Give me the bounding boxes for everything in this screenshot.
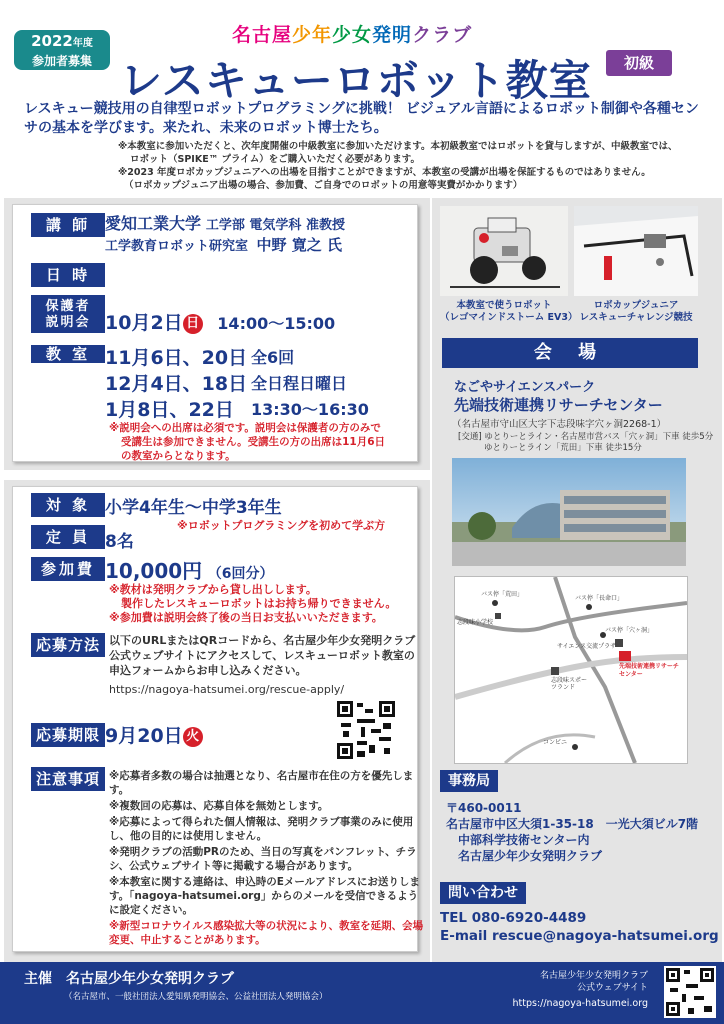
header-note: （ロボカップジュニア出場の場合、参加費、ご自身でのロボットの用意等実費がかかります） <box>124 180 523 191</box>
map-shinshidami: 志段味小学校 <box>457 619 494 626</box>
competition-photo <box>574 206 698 296</box>
header-note: ロボット（SPIKE™ プライム）をご購入いただく必要があります。 <box>130 154 420 165</box>
badge-year: 2022 <box>31 32 73 50</box>
caution-item: ※複数回の応募は、応募自体を無効とします。 <box>109 800 329 812</box>
site-qr-code[interactable] <box>664 966 716 1018</box>
class-time: 13:30〜16:30 <box>251 400 369 419</box>
robot-caption: 本教室で使うロボット （レゴマインドストーム EV3） <box>440 300 578 323</box>
map-sports-land: 志段味スポーツランド <box>551 677 588 691</box>
club-name: 名古屋少年少女発明クラブ <box>232 24 473 46</box>
capacity-value: 8名 <box>105 532 134 552</box>
recruitment-badge <box>14 30 110 70</box>
target-label: 対 象 <box>31 493 105 517</box>
class-line-2: 12月4日、18日 <box>105 373 248 395</box>
lecturer-org: 愛知工業大学 <box>105 214 202 233</box>
class-note: ※説明会への出席は必須です。説明会は保護者の方のみで 受講生は参加できません。受講生の方の出席は11月6日 の教室からとなります。 <box>109 422 386 462</box>
badge-recruit: 参加者募集 <box>31 54 92 68</box>
fee-value: 10,000円 <box>105 559 203 583</box>
caution-item: ※応募者多数の場合は抽選となり、名古屋市在住の方を優先します。 <box>109 770 414 796</box>
class-line-3: 1月8日、22日 <box>105 399 234 421</box>
lecturer-lab: 工学教育ロボット研究室 <box>105 239 249 254</box>
caution-item: ※新型コロナウイルス感染拡大等の状況により、教室を延期、会場変更、中止することがあります。 <box>109 920 424 946</box>
details-panel <box>12 486 424 952</box>
lecturer-label: 講 師 <box>31 213 105 237</box>
contact-email[interactable]: E-mail rescue@nagoya-hatsumei.org <box>440 928 719 944</box>
host-label: 主催 <box>24 971 52 987</box>
deadline-date: 9月20日 <box>105 725 183 747</box>
competition-caption: ロボカップジュニア レスキューチャレンジ競技 <box>579 300 693 323</box>
venue-sub: なごやサイエンスパーク <box>454 380 596 395</box>
apply-text: 以下のURLまたはQRコードから、名古屋少年少女発明クラブ 公式ウェブサイトにアクセスして、レスキューロボット教室の 申込フォームからお申し込みください。 <box>109 634 416 677</box>
class-days: 全日程日曜日 <box>251 374 348 393</box>
map-convenience: コンビニ <box>543 739 568 746</box>
contact-tel[interactable]: TEL 080-6920-4489 <box>440 910 587 926</box>
footer <box>0 962 724 1024</box>
briefing-time: 14:00〜15:00 <box>217 314 336 333</box>
robot-photo <box>440 206 568 296</box>
datetime-label: 日 時 <box>31 263 105 287</box>
deadline-dow: 火 <box>183 727 203 747</box>
briefing-dow: 日 <box>183 314 203 334</box>
venue-access: [交通] ゆとりーとライン・名古屋市営バス「穴ヶ洞」下車 徒歩5分 ゆとりーとライン「荒田」下車 徒歩15分 <box>458 432 714 453</box>
map-science-plaza: サイエンス交流プラザ <box>557 643 617 650</box>
class-line-1: 11月6日、20日 <box>105 347 248 369</box>
map-bus-tomo: バス停「長命口」 <box>575 595 624 602</box>
caution-item: ※本教室に関する連絡は、申込時のEメールアドレスにお送りします。「nagoya-hatsumei.org」からのメールを受信できるように設定ください。 <box>109 876 420 916</box>
apply-url[interactable]: https://nagoya-hatsumei.org/rescue-apply/ <box>109 683 345 696</box>
site-labels: 名古屋少年少女発明クラブ 公式ウェブサイト <box>539 971 648 993</box>
caution-item: ※応募によって得られた個人情報は、発明クラブ事業のみに使用し、他の目的には使用しません。 <box>109 816 414 842</box>
caution-label: 注意事項 <box>31 767 105 791</box>
fee-sub: （6回分） <box>207 566 274 582</box>
level-badge: 初級 <box>606 50 672 76</box>
host-sub: （名古屋市、一般社団法人愛知県発明協会、公益社団法人発明協会） <box>64 992 328 1002</box>
apply-qr-code[interactable] <box>335 699 397 761</box>
venue-map <box>454 576 688 764</box>
venue-address: （名古屋市守山区大字下志段味字穴ヶ洞2268-1） <box>452 419 667 430</box>
venue-name: 先端技術連携リサーチセンター <box>454 396 663 414</box>
map-research-center: 先端技術連携リサーチセンター <box>619 663 679 678</box>
venue-building-photo <box>452 458 686 566</box>
office-address: 〒460-0011 名古屋市中区大須1-35-18 一光大須ビル7階 中部科学技術センター内 名古屋少年少女発明クラブ <box>446 801 699 863</box>
lecturer-name: 中野 寛之 氏 <box>256 236 342 254</box>
office-label: 事務局 <box>440 770 498 792</box>
map-bus-anagabora: バス停「穴ヶ洞」 <box>605 627 654 634</box>
map-bus-arata: バス停「荒田」 <box>481 591 524 598</box>
fee-notes: ※教材は発明クラブから貸し出しします。 製作したレスキューロボットはお持ち帰りできません。 ※参加費は説明会終了後の当日お支払いいただきます。 <box>109 583 397 624</box>
deadline-label: 応募期限 <box>31 723 105 747</box>
fee-label: 参加費 <box>31 557 105 581</box>
caution-item: ※発明クラブの活動PRのため、当日の写真をパンフレット、チラシ、公式ウェブサイト等に掲載する場合があります。 <box>109 846 417 872</box>
host-name: 名古屋少年少女発明クラブ <box>66 971 234 987</box>
page-title: レスキューロボット教室 <box>120 56 592 105</box>
badge-year-suffix: 年度 <box>72 38 93 49</box>
intro-text: レスキュー競技用の自律型ロボットプログラミングに挑戦！ ビジュアル言語によるロボット制御や各種センサの基本を学びます。来たれ、未来のロボット博士たち。 <box>24 101 699 136</box>
target-note: ※ロボットプログラミングを初めて学ぶ方 <box>177 519 386 532</box>
apply-label: 応募方法 <box>31 633 105 657</box>
site-url[interactable]: https://nagoya-hatsumei.org <box>512 998 648 1009</box>
target-value: 小学4年生〜中学3年生 <box>105 498 282 518</box>
class-label: 教 室 <box>31 345 105 363</box>
lecturer-dept: 工学部 電気学科 准教授 <box>205 218 345 233</box>
header-note: ※2023 年度ロボカップジュニアへの出場を目指すことができますが、本教室の受講が出場を保証するものではありません。 <box>118 167 651 178</box>
class-count: 全6回 <box>251 348 295 367</box>
contact-label: 問い合わせ <box>440 882 526 904</box>
venue-label: 会 場 <box>442 338 698 368</box>
schedule-panel <box>12 204 418 462</box>
header-notes <box>118 140 708 192</box>
briefing-date: 10月2日 <box>105 312 183 334</box>
briefing-label: 保護者説明会 <box>31 295 105 333</box>
header-note: ※本教室に参加いただくと、次年度開催の中級教室に参加いただけます。本初級教室ではロボットを貸与しますが、中級教室では、 <box>118 141 678 152</box>
capacity-label: 定 員 <box>31 525 105 549</box>
